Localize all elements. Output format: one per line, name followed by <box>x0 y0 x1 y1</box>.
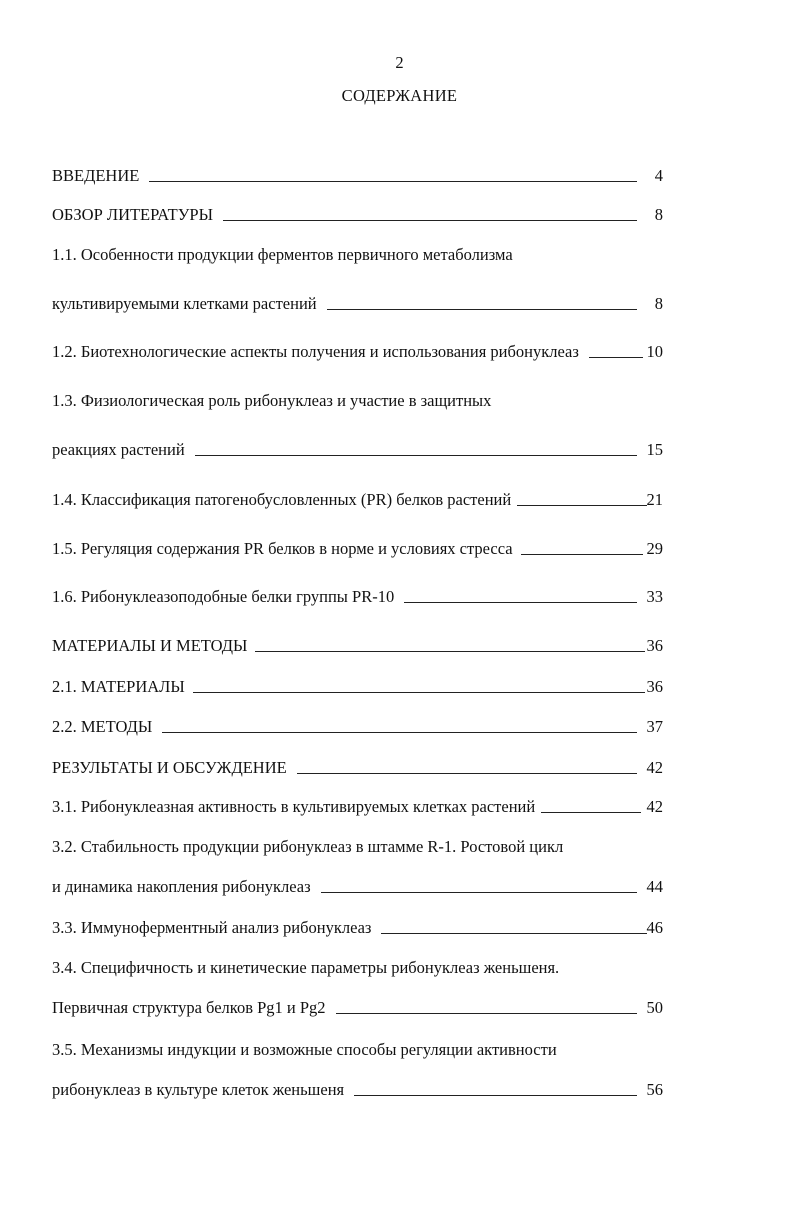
leader-line <box>327 309 637 310</box>
toc-entry[interactable] <box>52 537 663 559</box>
toc-title: СОДЕРЖАНИЕ <box>341 86 458 105</box>
leader-line <box>541 812 640 813</box>
entry-text: 1.4. Классификация патогенобусловленных (PR) белков растений <box>52 490 512 509</box>
entry-text: РЕЗУЛЬТАТЫ И ОБСУЖДЕНИЕ <box>52 758 287 777</box>
entry-page: 42 <box>646 797 663 816</box>
entry-text: ОБЗОР ЛИТЕРАТУРЫ <box>52 205 213 224</box>
entry-text: 1.1. Особенности продукции ферментов первичного метаболизма <box>52 245 513 264</box>
entry-text: 1.6. Рибонуклеазоподобные белки группы PR-10 <box>52 587 395 606</box>
toc-entry[interactable] <box>52 203 663 225</box>
entry-page: 36 <box>646 677 663 696</box>
entry-text: 2.2. МЕТОДЫ <box>52 717 153 736</box>
toc-entry[interactable] <box>52 340 663 362</box>
toc-entry[interactable] <box>52 585 663 607</box>
entry-page: 29 <box>646 539 663 558</box>
leader-line <box>354 1095 636 1096</box>
toc-entry-line[interactable] <box>52 956 663 978</box>
leader-line <box>589 357 643 358</box>
entry-page: 10 <box>646 342 663 361</box>
leader-line <box>297 773 637 774</box>
toc-entry-line[interactable] <box>52 835 663 857</box>
entry-text: и динамика накопления рибонуклеаз <box>52 877 311 896</box>
entry-page: 42 <box>646 758 663 777</box>
entry-page: 8 <box>654 294 663 313</box>
entry-page: 36 <box>646 636 663 655</box>
leader-line <box>195 455 637 456</box>
toc-entry[interactable] <box>52 715 663 737</box>
leader-line <box>321 892 637 893</box>
entry-text: реакциях растений <box>52 440 185 459</box>
page-number: 2 <box>395 53 404 72</box>
toc-entry[interactable] <box>52 875 663 897</box>
toc-entry[interactable] <box>52 1078 663 1100</box>
entry-page: 21 <box>646 490 663 509</box>
leader-line <box>223 220 637 221</box>
toc-entry[interactable] <box>52 756 663 778</box>
toc-entry-line[interactable] <box>52 243 663 265</box>
entry-text: 3.4. Специфичность и кинетические параметры рибонуклеаз женьшеня. <box>52 958 560 977</box>
entry-page: 4 <box>654 166 663 185</box>
toc-entry[interactable] <box>52 996 663 1018</box>
entry-text: Первичная структура белков Pg1 и Pg2 <box>52 998 326 1017</box>
toc-entry[interactable] <box>52 795 663 817</box>
entry-text: 3.1. Рибонуклеазная активность в культивируемых клетках растений <box>52 797 536 816</box>
toc-entry[interactable] <box>52 164 663 186</box>
entry-page: 44 <box>646 877 663 896</box>
entry-text: 3.2. Стабильность продукции рибонуклеаз в штамме R-1. Ростовой цикл <box>52 837 564 856</box>
toc-entry[interactable] <box>52 916 663 938</box>
leader-line <box>149 181 637 182</box>
toc-entry[interactable] <box>52 292 663 314</box>
entry-text: 1.3. Физиологическая роль рибонуклеаз и участие в защитных <box>52 391 492 410</box>
entry-text: 2.1. МАТЕРИАЛЫ <box>52 677 185 696</box>
entry-text: культивируемыми клетками растений <box>52 294 317 313</box>
entry-page: 15 <box>646 440 663 459</box>
leader-line <box>521 554 643 555</box>
entry-page: 33 <box>646 587 663 606</box>
entry-page: 50 <box>646 998 663 1017</box>
leader-line <box>381 933 646 934</box>
leader-line <box>517 505 646 506</box>
entry-page: 8 <box>654 205 663 224</box>
entry-page: 56 <box>646 1080 663 1099</box>
entry-page: 46 <box>646 918 663 937</box>
leader-line <box>336 1013 637 1014</box>
entry-text: рибонуклеаз в культуре клеток женьшеня <box>52 1080 345 1099</box>
leader-line <box>162 732 636 733</box>
entry-text: МАТЕРИАЛЫ И МЕТОДЫ <box>52 636 248 655</box>
entry-text: ВВЕДЕНИЕ <box>52 166 140 185</box>
leader-line <box>255 651 644 652</box>
toc-entry-line[interactable] <box>52 1038 663 1060</box>
toc-entry-line[interactable] <box>52 389 663 411</box>
entry-text: 1.2. Биотехнологические аспекты получения и использования рибонуклеаз <box>52 342 579 361</box>
entry-page: 37 <box>646 717 663 736</box>
toc-entry[interactable] <box>52 675 663 697</box>
leader-line <box>193 692 645 693</box>
entry-text: 1.5. Регуляция содержания PR белков в норме и условиях стресса <box>52 539 513 558</box>
toc-entry[interactable] <box>52 438 663 460</box>
toc-entry[interactable] <box>52 488 663 510</box>
entry-text: 3.5. Механизмы индукции и возможные способы регуляции активности <box>52 1040 557 1059</box>
entry-text: 3.3. Иммуноферментный анализ рибонуклеаз <box>52 918 372 937</box>
leader-line <box>404 602 636 603</box>
toc-entry[interactable] <box>52 634 663 656</box>
